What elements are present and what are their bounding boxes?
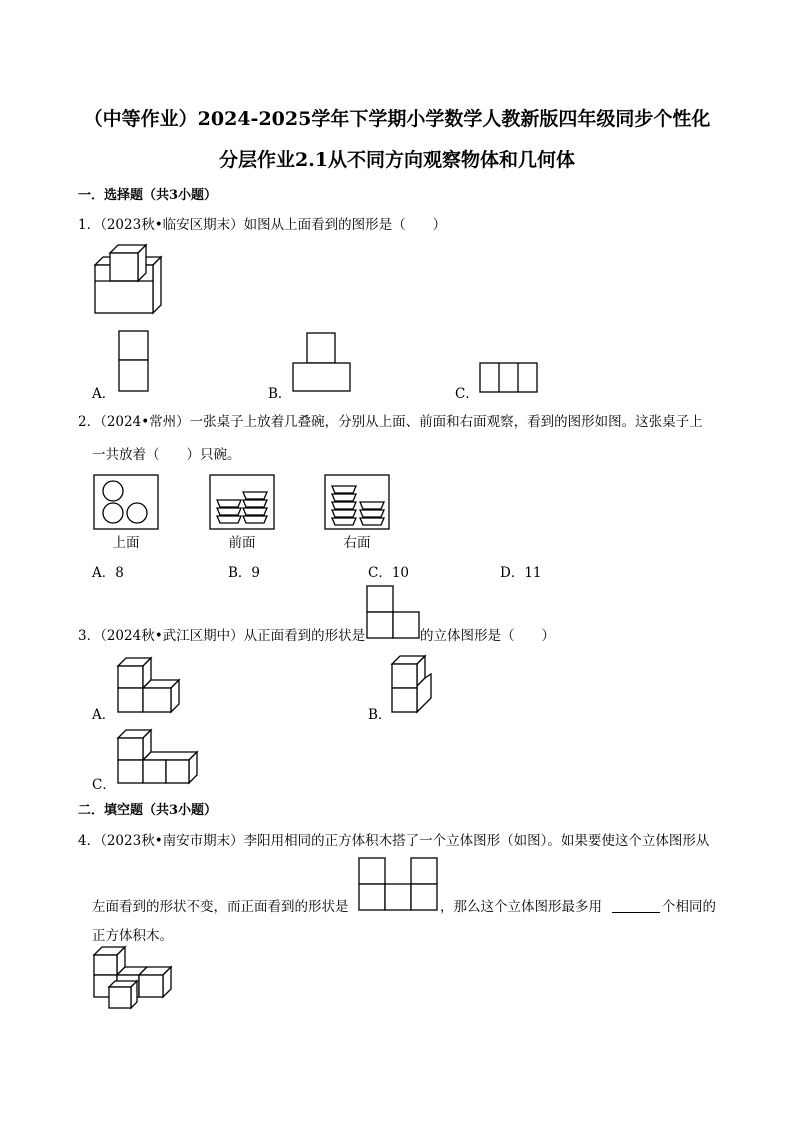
q3-option-a-figure	[117, 657, 183, 715]
page-title-line1: （中等作业）2024-2025学年下学期小学数学人教新版四年级同步个性化	[83, 108, 711, 130]
q4-front-view-figure	[358, 857, 440, 913]
q2-top-view-figure	[93, 474, 159, 530]
question-4-line1: 4．（2023秋•南安市期末）李阳用相同的正方体积木搭了一个立体图形（如图）。如果要使这个立体图形从	[78, 833, 710, 849]
q2-caption-right: 右面	[343, 535, 371, 551]
question-1-text: 1．（2023秋•临安区期末）如图从上面看到的图形是（ ）	[78, 217, 447, 233]
question-4-line3: 正方体积木。	[92, 928, 173, 944]
section-heading-fill: 二．填空题（共3小题）	[78, 803, 218, 818]
question-3-text-after: 的立体图形是（ ）	[420, 628, 555, 644]
question-2-line2: 一共放着（ ）只碗。	[92, 447, 241, 463]
q1-option-c-label[interactable]: C．	[455, 386, 479, 402]
q1-solid-figure	[90, 245, 170, 315]
q2-front-view-figure	[209, 474, 275, 530]
q3-option-b-figure	[391, 655, 435, 715]
q2-caption-front: 前面	[228, 535, 256, 551]
q1-option-a-figure	[118, 330, 150, 392]
q3-option-c-figure	[117, 729, 199, 785]
page-title-line2: 分层作业2.1从不同方向观察物体和几何体	[218, 149, 576, 171]
q1-option-c-figure	[479, 362, 539, 394]
question-4-line2-after: ，那么这个立体图形最多用	[440, 899, 602, 915]
section-heading-choice: 一．选择题（共3小题）	[78, 188, 218, 203]
q1-option-b-figure	[292, 332, 352, 392]
question-4-line2-before: 左面看到的形状不变，而正面看到的形状是	[92, 899, 349, 915]
q1-option-b-label[interactable]: B．	[268, 386, 292, 402]
question-2-line1: 2．（2024•常州）一张桌子上放着几叠碗，分别从上面、前面和右面观察，看到的图形如图。这张桌子上	[78, 414, 703, 430]
q2-option-a[interactable]: A．8	[92, 565, 124, 581]
q3-option-a-label[interactable]: A．	[92, 707, 116, 723]
q2-right-view-figure	[324, 474, 390, 530]
q2-option-c[interactable]: C．10	[368, 565, 410, 581]
q4-answer-blank[interactable]	[612, 897, 660, 913]
q4-solid-figure	[93, 946, 175, 1010]
question-3-text-before: 3．（2024秋•武江区期中）从正面看到的形状是	[78, 628, 366, 644]
q2-option-d[interactable]: D．11	[500, 565, 542, 581]
q2-option-b[interactable]: B．9	[228, 565, 261, 581]
q3-front-view-figure	[366, 585, 420, 641]
q2-caption-top: 上面	[112, 535, 140, 551]
q3-option-c-label[interactable]: C．	[92, 777, 116, 793]
q1-option-a-label[interactable]: A．	[92, 386, 116, 402]
question-4-line2-end: 个相同的	[662, 899, 716, 915]
q3-option-b-label[interactable]: B．	[368, 707, 392, 723]
